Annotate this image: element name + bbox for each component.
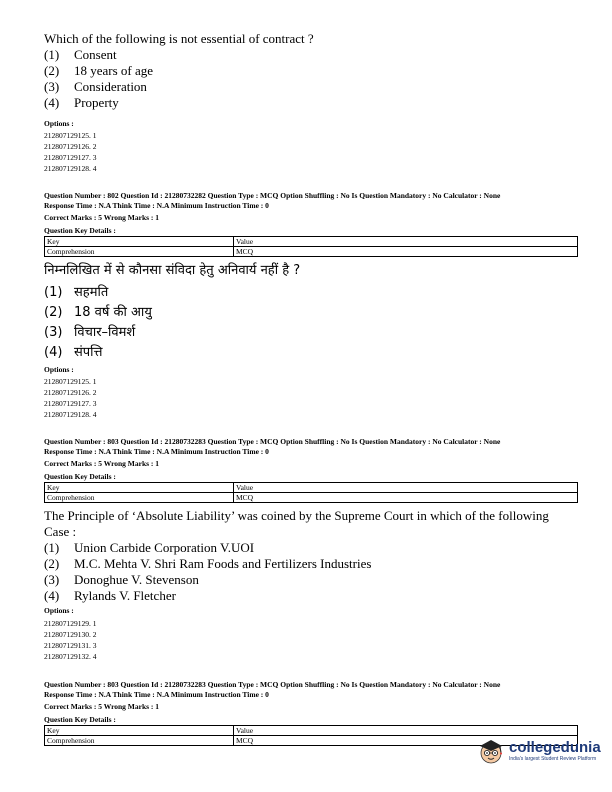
option-item: (4) संपत्ति — [44, 345, 103, 360]
question-meta-block — [44, 437, 578, 503]
option-item: (3) विचार–विमर्श — [44, 325, 136, 340]
option-id: 212807129127. 3 — [44, 399, 97, 408]
options-heading: Options : — [44, 119, 74, 128]
table-header-cell: Key — [45, 483, 234, 493]
table-header-cell: Value — [234, 726, 578, 736]
key-details-heading: Question Key Details : — [44, 714, 116, 724]
question-line: Case : — [44, 524, 77, 539]
table-cell: Comprehension — [45, 736, 234, 746]
option-id: 212807129128. 4 — [44, 164, 97, 173]
question-meta-line: Response Time : N.A Think Time : N.A Minimum Instruction Time : 0 — [44, 200, 269, 210]
question-meta-line: Response Time : N.A Think Time : N.A Minimum Instruction Time : 0 — [44, 446, 269, 456]
table-row — [45, 493, 578, 503]
table-cell: Comprehension — [45, 493, 234, 503]
option-item: (2) M.C. Mehta V. Shri Ram Foods and Fertilizers Industries — [44, 556, 372, 571]
question-text — [44, 508, 584, 540]
options-heading: Options : — [44, 606, 74, 615]
marks-line: Correct Marks : 5 Wrong Marks : 1 — [44, 459, 160, 468]
option-id-list — [44, 376, 97, 420]
option-id: 212807129126. 2 — [44, 388, 97, 397]
table-cell: MCQ — [234, 736, 578, 746]
option-id-list — [44, 130, 97, 174]
option-id: 212807129131. 3 — [44, 641, 97, 650]
option-list — [44, 285, 152, 365]
question-meta-line: Response Time : N.A Think Time : N.A Minimum Instruction Time : 0 — [44, 689, 269, 699]
option-item: (3) Donoghue V. Stevenson — [44, 572, 199, 587]
option-item: (3) Consideration — [44, 79, 147, 94]
key-details-heading: Question Key Details : — [44, 471, 116, 481]
table-cell: MCQ — [234, 493, 578, 503]
table-row — [45, 237, 578, 247]
marks-line: Correct Marks : 5 Wrong Marks : 1 — [44, 702, 160, 711]
key-details-table — [44, 236, 578, 257]
key-details-heading: Question Key Details : — [44, 225, 116, 235]
marks-line: Correct Marks : 5 Wrong Marks : 1 — [44, 213, 160, 222]
collegedunia-logo[interactable] — [476, 736, 601, 766]
table-row — [45, 483, 578, 493]
option-item: (1) Union Carbide Corporation V.UOI — [44, 540, 255, 555]
option-id-list — [44, 618, 97, 662]
option-list — [44, 47, 153, 111]
option-item: (4) Rylands V. Fletcher — [44, 588, 176, 603]
logo-text-group — [509, 740, 601, 763]
key-details-table — [44, 482, 578, 503]
option-item: (2) 18 वर्ष की आयु — [44, 305, 152, 320]
option-item: (1) सहमति — [44, 285, 109, 300]
table-header-cell: Value — [234, 483, 578, 493]
question-meta-line: Question Number : 803 Question Id : 21280732283 Question Type : MCQ Option Shuffling : No Is Question Mandatory : No Calculator : None — [44, 437, 501, 446]
option-id: 212807129125. 1 — [44, 377, 97, 386]
option-list — [44, 540, 371, 604]
question-meta-line: Question Number : 803 Question Id : 21280732283 Question Type : MCQ Option Shuffling : No Is Question Mandatory : No Calculator : None — [44, 680, 501, 689]
option-id: 212807129125. 1 — [44, 131, 97, 140]
option-id: 212807129132. 4 — [44, 652, 97, 661]
table-header-cell: Value — [234, 237, 578, 247]
brand-tagline: India's largest Student Review Platform — [509, 755, 597, 762]
table-header-cell: Key — [45, 726, 234, 736]
question-line: The Principle of ‘Absolute Liability’ was coined by the Supreme Court in which of the following — [44, 508, 549, 523]
question-meta-block — [44, 191, 578, 257]
option-id: 212807129130. 2 — [44, 630, 97, 639]
option-id: 212807129128. 4 — [44, 410, 97, 419]
question-text: Which of the following is not essential of contract ? — [44, 31, 314, 46]
option-id: 212807129127. 3 — [44, 153, 97, 162]
brand-name: collegedunia — [509, 738, 601, 756]
table-cell: MCQ — [234, 247, 578, 257]
option-item: (2) 18 years of age — [44, 63, 154, 78]
student-mascot-icon — [476, 736, 506, 766]
option-item: (1) Consent — [44, 47, 117, 62]
table-header-cell: Key — [45, 237, 234, 247]
question-text: निम्नलिखित में से कौनसा संविदा हेतु अनिवार्य नहीं है ? — [44, 263, 301, 278]
table-cell: Comprehension — [45, 247, 234, 257]
question-meta-line: Question Number : 802 Question Id : 21280732282 Question Type : MCQ Option Shuffling : No Is Question Mandatory : No Calculator : None — [44, 191, 501, 200]
option-id: 212807129126. 2 — [44, 142, 97, 151]
option-id: 212807129129. 1 — [44, 619, 97, 628]
table-row — [45, 726, 578, 736]
option-item: (4) Property — [44, 95, 119, 110]
table-row — [45, 247, 578, 257]
options-heading: Options : — [44, 365, 74, 374]
